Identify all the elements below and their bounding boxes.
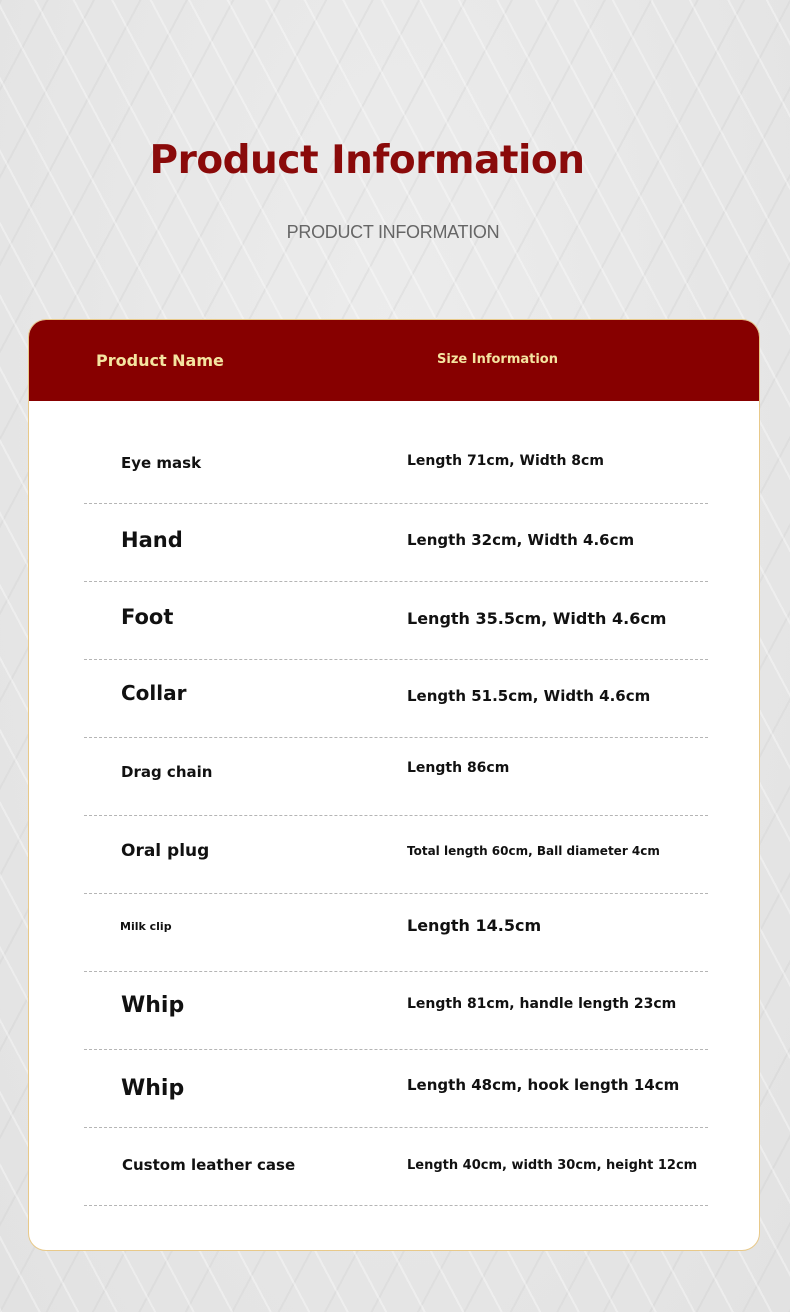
column-header-size-information: Size Information [437, 352, 558, 367]
table-header [29, 320, 759, 401]
table-row [84, 582, 708, 660]
table-row [84, 816, 708, 894]
size-info-cell: Length 14.5cm [407, 916, 542, 935]
product-name-cell: Milk clip [120, 920, 172, 933]
product-name-cell: Whip [121, 1076, 185, 1101]
table-row [84, 894, 708, 972]
size-info-cell: Total length 60cm, Ball diameter 4cm [407, 844, 660, 858]
size-info-cell: Length 81cm, handle length 23cm [407, 996, 677, 1012]
table-row [84, 1128, 708, 1206]
page-subtitle: PRODUCT INFORMATION [286, 222, 500, 242]
product-name-cell: Foot [121, 605, 174, 629]
table-row [84, 660, 708, 738]
size-info-cell: Length 51.5cm, Width 4.6cm [407, 687, 651, 705]
size-info-cell: Length 40cm, width 30cm, height 12cm [407, 1158, 698, 1173]
size-info-cell: Length 32cm, Width 4.6cm [407, 531, 635, 549]
size-info-cell: Length 48cm, hook length 14cm [407, 1076, 680, 1094]
size-info-cell: Length 86cm [407, 760, 510, 776]
size-info-cell: Length 35.5cm, Width 4.6cm [407, 609, 667, 628]
product-info-table [28, 319, 760, 1251]
product-name-cell: Drag chain [121, 763, 213, 781]
product-name-cell: Collar [121, 681, 187, 705]
table-row [84, 426, 708, 504]
column-header-product-name: Product Name [96, 351, 224, 370]
product-name-cell: Eye mask [121, 454, 202, 472]
product-name-cell: Custom leather case [122, 1156, 296, 1174]
page-title: Product Information [149, 138, 585, 183]
table-row [84, 972, 708, 1050]
table-row [84, 738, 708, 816]
product-name-cell: Oral plug [121, 841, 210, 861]
size-info-cell: Length 71cm, Width 8cm [407, 453, 604, 469]
product-name-cell: Hand [121, 528, 183, 552]
product-name-cell: Whip [121, 993, 185, 1018]
table-row [84, 1050, 708, 1128]
table-row [84, 504, 708, 582]
